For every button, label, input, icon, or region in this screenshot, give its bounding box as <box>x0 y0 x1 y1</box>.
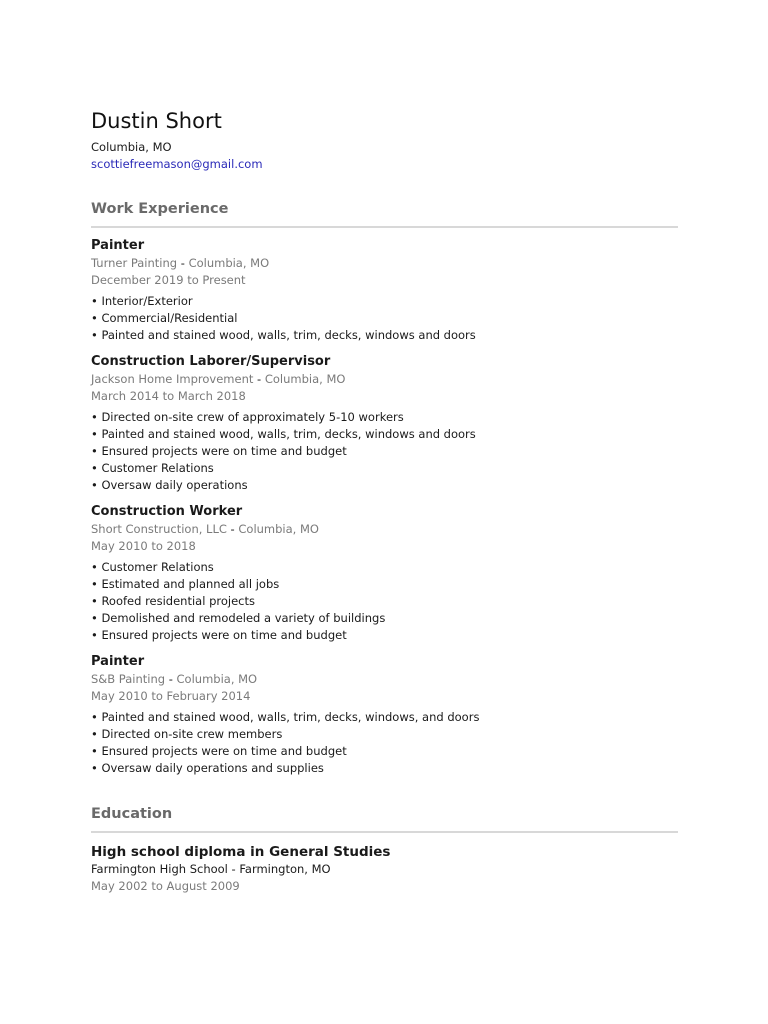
job-company: Turner Painting <box>91 256 178 270</box>
job-location: Columbia, MO <box>264 372 346 386</box>
job-duty: • Directed on-site crew of approximately 5-10 workers <box>91 410 404 424</box>
job-dates: December 2019 to Present <box>91 273 246 287</box>
job-duty: • Painted and stained wood, walls, trim, decks, windows, and doors <box>91 710 480 724</box>
job-title: Painter <box>91 238 145 253</box>
job-company: S&B Painting <box>91 672 166 686</box>
job-duty: • Interior/Exterior <box>91 294 193 308</box>
job-duty: • Painted and stained wood, walls, trim, decks, windows and doors <box>91 427 476 441</box>
section-title-work-experience: Work Experience <box>91 199 678 228</box>
job-duty: • Ensured projects were on time and budget <box>91 744 347 758</box>
job-separator: - <box>165 672 177 686</box>
job-separator: - <box>177 256 189 270</box>
job-entry <box>91 503 678 644</box>
candidate-location: Columbia, MO <box>91 140 172 154</box>
school-name: Farmington High School - Farmington, MO <box>91 862 331 876</box>
job-duty: • Commercial/Residential <box>91 311 238 325</box>
job-company-line <box>91 371 678 388</box>
job-duties-list <box>91 709 678 777</box>
job-title: Painter <box>91 654 145 669</box>
work-experience-section <box>91 199 678 777</box>
job-company-line <box>91 521 678 538</box>
job-company-line <box>91 671 678 688</box>
candidate-name: Dustin Short <box>91 109 222 133</box>
section-title-education: Education <box>91 804 678 833</box>
job-company: Short Construction, LLC <box>91 522 227 536</box>
job-duty: • Roofed residential projects <box>91 594 255 608</box>
job-duty: • Customer Relations <box>91 461 214 475</box>
job-duty: • Ensured projects were on time and budget <box>91 628 347 642</box>
resume-content <box>91 107 678 895</box>
job-dates: March 2014 to March 2018 <box>91 389 246 403</box>
job-duty: • Demolished and remodeled a variety of buildings <box>91 611 386 625</box>
job-duties-list <box>91 293 678 344</box>
job-duty: • Estimated and planned all jobs <box>91 577 280 591</box>
candidate-email-link[interactable]: scottiefreemason@gmail.com <box>91 157 263 171</box>
job-duty: • Oversaw daily operations and supplies <box>91 761 324 775</box>
job-duty: • Painted and stained wood, walls, trim, decks, windows and doors <box>91 328 476 342</box>
job-duty: • Ensured projects were on time and budget <box>91 444 347 458</box>
job-location: Columbia, MO <box>238 522 319 536</box>
job-duty: • Oversaw daily operations <box>91 478 248 492</box>
education-section <box>91 804 678 895</box>
job-title: Construction Laborer/Supervisor <box>91 354 331 369</box>
degree-title: High school diploma in General Studies <box>91 844 391 860</box>
job-company-line <box>91 255 678 272</box>
job-separator: - <box>253 372 265 386</box>
job-location: Columbia, MO <box>176 672 258 686</box>
job-company: Jackson Home Improvement <box>91 372 254 386</box>
job-location: Columbia, MO <box>188 256 270 270</box>
job-dates: May 2010 to 2018 <box>91 539 196 553</box>
job-duty: • Customer Relations <box>91 560 214 574</box>
job-entry <box>91 237 678 344</box>
education-entry <box>91 843 678 895</box>
job-entry <box>91 353 678 494</box>
job-dates: May 2010 to February 2014 <box>91 689 251 703</box>
education-dates: May 2002 to August 2009 <box>91 879 240 893</box>
job-title: Construction Worker <box>91 504 243 519</box>
job-separator: - <box>226 522 239 536</box>
job-duty: • Directed on-site crew members <box>91 727 283 741</box>
job-duties-list <box>91 409 678 494</box>
job-duties-list <box>91 559 678 644</box>
job-entry <box>91 653 678 777</box>
